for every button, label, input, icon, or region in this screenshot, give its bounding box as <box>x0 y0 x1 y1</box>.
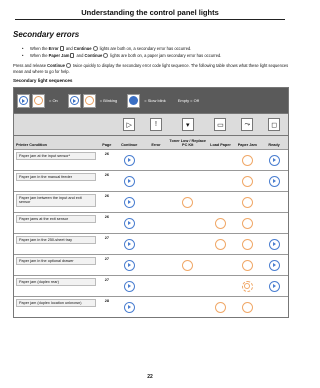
light-cell <box>234 171 260 191</box>
bullet-text: lights are both on, a paper jam secondary error has occurred. <box>109 53 222 58</box>
continue-icon <box>103 53 108 58</box>
instruction-paragraph <box>13 63 289 74</box>
light-cell <box>115 276 143 296</box>
light-cell <box>234 297 260 317</box>
light-cell <box>169 192 207 212</box>
light-on-icon <box>269 239 280 250</box>
table-row <box>14 170 288 191</box>
blinking-light-icon <box>68 94 81 108</box>
printer-condition: Paper jam (duplex rear) <box>16 278 96 286</box>
light-on-icon <box>124 218 135 229</box>
table-row <box>14 149 288 170</box>
printer-condition: Paper jams at the exit sensor <box>16 215 96 223</box>
page-ref: 26 <box>104 173 109 177</box>
error-label: Error <box>48 46 59 51</box>
light-cell <box>169 213 207 233</box>
page-ref: 27 <box>104 236 109 240</box>
light-on-icon <box>124 197 135 208</box>
on-light-icon <box>32 94 45 108</box>
light-cell <box>234 192 260 212</box>
blinking-light-icon <box>83 94 96 108</box>
col-continue: Continue <box>120 142 138 147</box>
bullet-text: When the <box>30 53 49 58</box>
legend-slow-blink: = Slow blink <box>144 98 166 103</box>
legend-blinking: = Blinking <box>99 98 118 103</box>
light-cell <box>115 213 143 233</box>
page-ref: 26 <box>104 215 109 219</box>
col-ready: Ready <box>268 142 280 147</box>
header-rule <box>15 19 285 20</box>
light-cell <box>260 234 288 254</box>
light-cell <box>143 297 169 317</box>
panel-icon-row <box>14 113 288 135</box>
light-cell <box>169 234 207 254</box>
light-cell <box>260 213 288 233</box>
light-cell <box>207 297 235 317</box>
light-cell <box>207 276 235 296</box>
light-cell <box>260 297 288 317</box>
page-ref: 27 <box>104 278 109 282</box>
light-on-orange-icon <box>242 197 253 208</box>
light-cell <box>234 255 260 275</box>
light-cell <box>234 213 260 233</box>
table-row <box>14 212 288 233</box>
light-cell <box>169 297 207 317</box>
light-cell <box>207 192 235 212</box>
table-subheading: Secondary light sequences <box>13 78 73 83</box>
para-text: twice quickly to display the secondary error code light sequence. The following table shows what these light sequences mean and where to go for help. <box>13 63 289 74</box>
table-row <box>14 191 288 212</box>
legend-bar <box>14 88 288 113</box>
light-cell <box>115 297 143 317</box>
light-cell <box>260 171 288 191</box>
light-blinking-icon <box>242 281 253 292</box>
page-ref: 27 <box>104 257 109 261</box>
light-cell <box>169 171 207 191</box>
light-on-orange-icon <box>242 176 253 187</box>
light-cell <box>169 276 207 296</box>
light-cell <box>169 150 207 170</box>
bullet-item <box>22 52 282 59</box>
light-cell <box>207 150 235 170</box>
printer-condition: Paper jam at the input sensor* <box>16 152 96 160</box>
light-cell <box>260 276 288 296</box>
continue-icon <box>93 46 98 51</box>
light-cell <box>260 150 288 170</box>
col-page: Page <box>102 142 112 147</box>
light-cell <box>207 255 235 275</box>
page-header: Understanding the control panel lights <box>81 8 219 17</box>
printer-condition: Paper jam in the optional drawer <box>16 257 96 265</box>
load-paper-icon: ▭ <box>214 118 226 131</box>
bullet-item <box>22 45 282 52</box>
table-body <box>14 149 288 317</box>
light-cell <box>260 255 288 275</box>
light-on-orange-icon <box>182 260 193 271</box>
on-light-icon <box>17 94 30 108</box>
continue-label: Continue <box>84 53 103 58</box>
light-on-orange-icon <box>242 155 253 166</box>
legend-on: = On <box>49 98 58 103</box>
col-load-paper: Load Paper <box>210 142 231 147</box>
bullet-text: lights are both on, a secondary error has occurred. <box>98 46 192 51</box>
paper-jam-label: Paper Jam <box>48 53 70 58</box>
printer-condition: Paper jam in the 250-sheet tray <box>16 236 96 244</box>
light-sequence-table <box>13 87 289 318</box>
toner-icon: ▾ <box>182 118 194 131</box>
light-on-icon <box>124 281 135 292</box>
light-cell <box>260 192 288 212</box>
light-on-orange-icon <box>242 218 253 229</box>
continue-icon: ▷ <box>123 118 135 131</box>
col-printer-condition: Printer Condition <box>16 142 48 147</box>
light-cell <box>169 255 207 275</box>
light-on-icon <box>124 176 135 187</box>
table-header <box>14 135 288 149</box>
error-icon: ! <box>150 118 162 131</box>
light-cell <box>234 276 260 296</box>
page-number: 22 <box>147 374 153 380</box>
light-on-icon <box>124 155 135 166</box>
table-row <box>14 296 288 317</box>
light-cell <box>143 255 169 275</box>
light-cell <box>115 255 143 275</box>
light-cell <box>143 234 169 254</box>
continue-label: Continue <box>47 63 65 68</box>
light-on-icon <box>269 155 280 166</box>
bullet-list <box>22 45 282 59</box>
light-cell <box>115 150 143 170</box>
light-cell <box>207 213 235 233</box>
light-cell <box>115 234 143 254</box>
light-cell <box>143 150 169 170</box>
table-row <box>14 275 288 296</box>
light-on-orange-icon <box>182 197 193 208</box>
light-on-orange-icon <box>215 218 226 229</box>
light-on-orange-icon <box>242 239 253 250</box>
light-cell <box>143 192 169 212</box>
light-on-icon <box>269 281 280 292</box>
bullet-text: and <box>75 53 85 58</box>
ready-icon: ◻ <box>268 118 280 131</box>
table-row <box>14 254 288 275</box>
continue-label: Continue <box>73 46 92 51</box>
slow-blink-light-icon <box>127 94 140 108</box>
error-icon <box>60 46 64 51</box>
light-on-orange-icon <box>215 302 226 313</box>
light-cell <box>234 150 260 170</box>
paper-jam-icon <box>70 53 74 58</box>
page-ref: 26 <box>104 194 109 198</box>
light-cell <box>143 276 169 296</box>
legend-empty-off: Empty = Off <box>177 98 199 103</box>
bullet-text: and <box>64 46 74 51</box>
printer-condition: Paper jam (duplex location unknown) <box>16 299 96 307</box>
light-cell <box>207 171 235 191</box>
light-cell <box>143 213 169 233</box>
page-ref: 28 <box>104 299 109 303</box>
light-on-icon <box>124 239 135 250</box>
printer-condition: Paper jam between the input and exit sensor <box>16 194 96 207</box>
light-cell <box>115 171 143 191</box>
section-title: Secondary errors <box>13 30 80 39</box>
printer-condition: Paper jam in the manual feeder <box>16 173 96 181</box>
col-paper-jam: Paper Jam <box>237 142 257 147</box>
page-ref: 26 <box>104 152 109 156</box>
light-on-orange-icon <box>215 239 226 250</box>
para-text: Press and release <box>13 63 48 68</box>
light-cell <box>207 234 235 254</box>
col-error: Error <box>151 142 161 147</box>
bullet-text: When the <box>30 46 49 51</box>
light-on-orange-icon <box>242 260 253 271</box>
light-on-orange-icon <box>242 302 253 313</box>
light-on-icon <box>124 260 135 271</box>
table-row <box>14 233 288 254</box>
light-on-icon <box>269 176 280 187</box>
light-cell <box>234 234 260 254</box>
light-cell <box>115 192 143 212</box>
col-toner-low: Toner Low / Replace PC Kit <box>169 138 207 147</box>
paper-jam-icon: ⤳ <box>241 118 253 131</box>
light-on-icon <box>124 302 135 313</box>
light-cell <box>143 171 169 191</box>
light-on-icon <box>269 260 280 271</box>
